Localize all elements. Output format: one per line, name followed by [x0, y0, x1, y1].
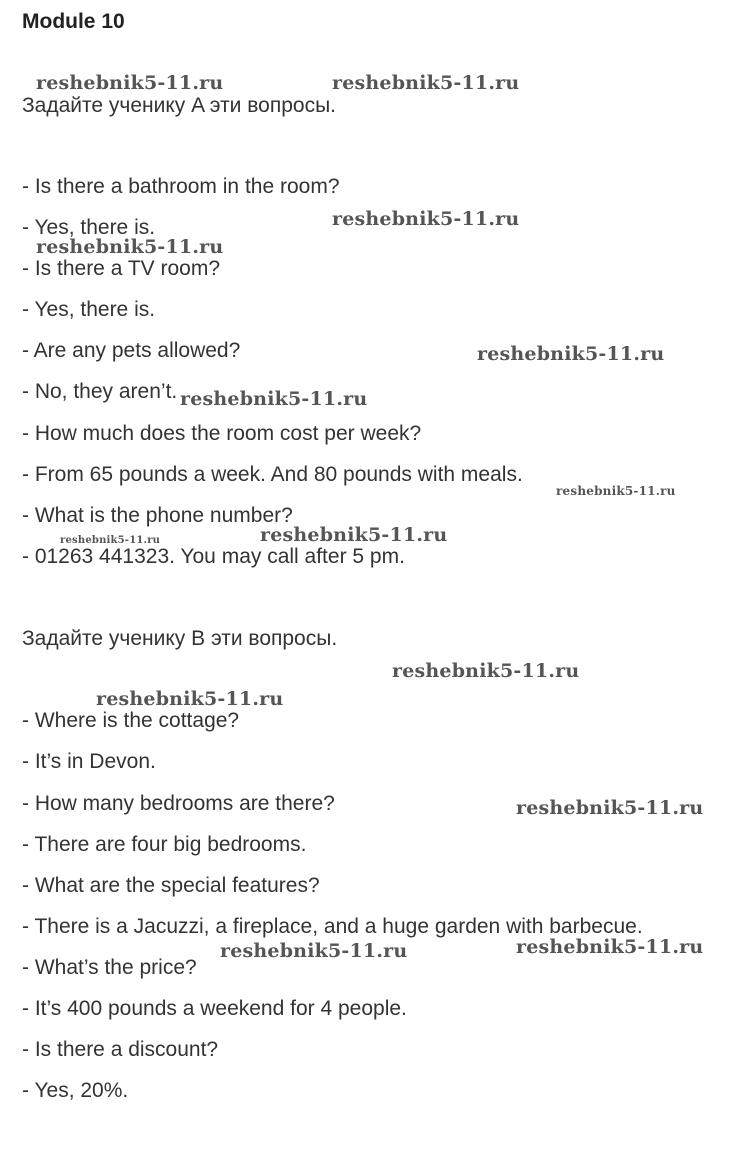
dialogue-line: - It’s in Devon.: [22, 750, 156, 773]
watermark: reshebnik5-11.ru: [332, 72, 520, 94]
watermark: reshebnik5-11.ru: [96, 688, 284, 710]
dialogue-line: - What’s the price?: [22, 956, 197, 979]
dialogue-line: - No, they aren’t.: [22, 380, 178, 403]
watermark: reshebnik5-11.ru: [180, 388, 368, 410]
dialogue-line: - How many bedrooms are there?: [22, 792, 335, 815]
watermark: reshebnik5-11.ru: [477, 343, 665, 365]
dialogue-line: - Yes, there is.: [22, 298, 156, 321]
dialogue-line: - Are any pets allowed?: [22, 339, 241, 362]
section-b-heading: Задайте ученику B эти вопросы.: [22, 627, 338, 650]
dialogue-line: - Yes, there is.: [22, 216, 156, 239]
dialogue-line: - What is the phone number?: [22, 504, 293, 527]
dialogue-line: - Is there a TV room?: [22, 257, 221, 280]
page-title: Module 10: [22, 10, 125, 33]
watermark: reshebnik5-11.ru: [36, 236, 224, 258]
dialogue-line: - Is there a discount?: [22, 1038, 219, 1061]
dialogue-line: - From 65 pounds a week. And 80 pounds with meals.: [22, 463, 523, 486]
dialogue-line: - How much does the room cost per week?: [22, 422, 422, 445]
watermark: reshebnik5-11.ru: [556, 484, 676, 498]
watermark: reshebnik5-11.ru: [332, 208, 520, 230]
dialogue-line: - 01263 441323. You may call after 5 pm.: [22, 545, 405, 568]
watermark: reshebnik5-11.ru: [516, 797, 704, 819]
dialogue-line: - There is a Jacuzzi, a fireplace, and a huge garden with barbecue.: [22, 915, 643, 938]
dialogue-line: - Where is the cottage?: [22, 709, 240, 732]
watermark: reshebnik5-11.ru: [516, 936, 704, 958]
dialogue-line: - It’s 400 pounds a weekend for 4 people.: [22, 997, 407, 1020]
watermark: reshebnik5-11.ru: [36, 72, 224, 94]
dialogue-line: - What are the special features?: [22, 874, 320, 897]
dialogue-line: - There are four big bedrooms.: [22, 833, 307, 856]
dialogue-line: - Is there a bathroom in the room?: [22, 175, 340, 198]
section-a-heading: Задайте ученику A эти вопросы.: [22, 94, 337, 117]
watermark: reshebnik5-11.ru: [60, 535, 161, 546]
watermark: reshebnik5-11.ru: [260, 524, 448, 546]
watermark: reshebnik5-11.ru: [220, 940, 408, 962]
watermark: reshebnik5-11.ru: [392, 660, 580, 682]
dialogue-line: - Yes, 20%.: [22, 1079, 129, 1102]
